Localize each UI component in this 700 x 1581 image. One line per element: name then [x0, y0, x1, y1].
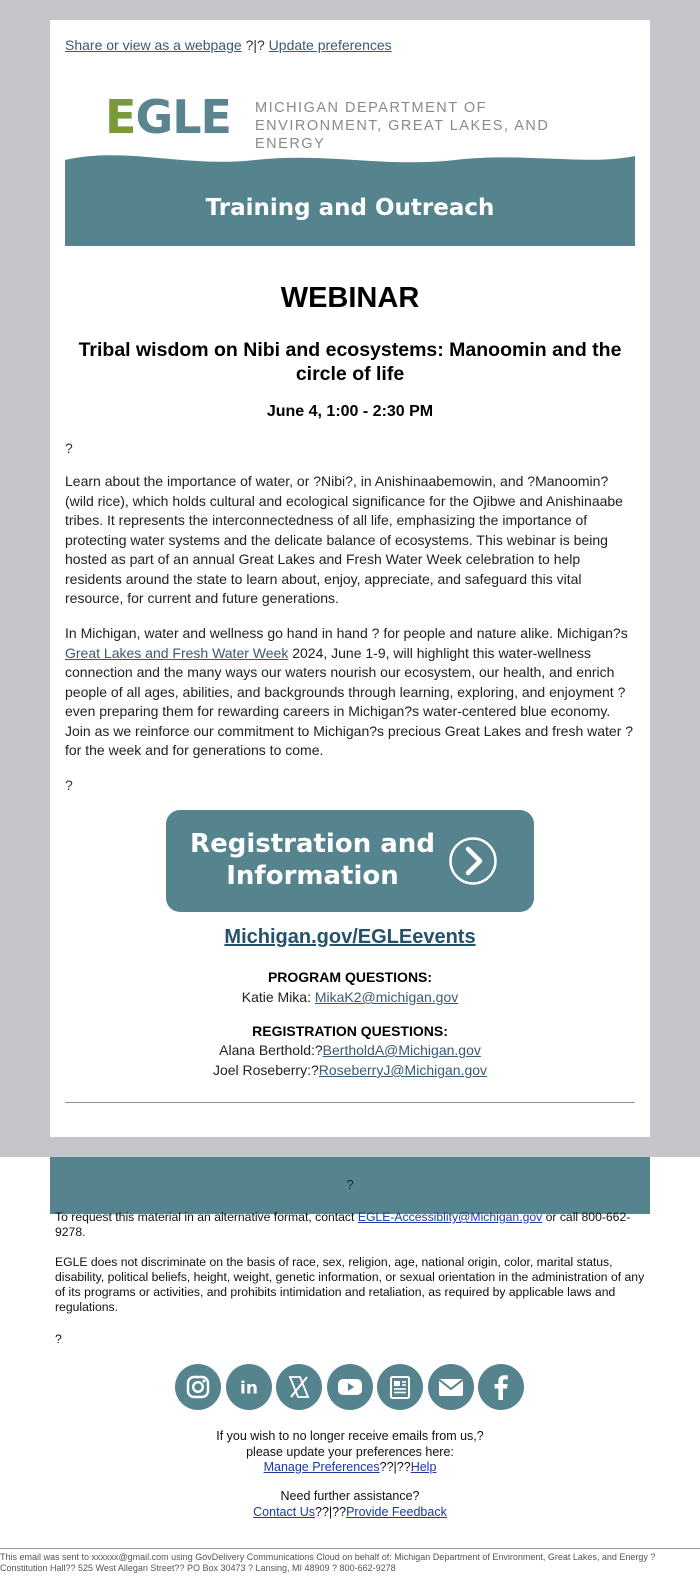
legal-spacer: ? [55, 1332, 62, 1346]
egle-logo-mark [105, 90, 231, 144]
email-icon[interactable] [428, 1364, 474, 1410]
delivery-footer-note: This email was sent to xxxxxx@gmail.com using GovDelivery Communications Cloud on behalf of: Michigan Department of Environment, Great Lakes, and Energy ? Constitution Hall?? 525 West Allegan Street?? PO Box 30473 ? Lansing, MI 48909 ? 800-662-9278 [0, 1552, 656, 1573]
banner-title: Training and Outreach [205, 195, 495, 221]
logo-mark-e: E [105, 90, 136, 144]
registration-contact-2-email[interactable]: RoseberryJ@Michigan.gov [318, 1062, 488, 1078]
registration-contact-2 [65, 1062, 635, 1078]
unsubscribe-notice [55, 1429, 645, 1476]
footer-band-text: ? [346, 1177, 354, 1192]
link-separator: ??|?? [379, 1460, 411, 1474]
social-links [175, 1364, 525, 1410]
para2-tail: 2024, June 1-9, will highlight this water-wellness connection and the many ways our waters nourish our ecosystem, our health, and enrich people of all ages, abilities, and backgrounds through learning, exploring, and enjoyment ? even preparing them for rewarding careers in Michigan?s water-centered blue economy. Join as we reinforce our commitment to Michigan?s precious Great Lakes and fresh water ? for the week and for generations to come. [65, 644, 634, 758]
preheader-separator: ?|? [245, 37, 265, 53]
email-card [50, 20, 650, 1137]
facebook-icon[interactable] [478, 1364, 524, 1410]
training-banner [65, 150, 635, 246]
manage-preferences-link[interactable]: Manage Preferences [263, 1460, 380, 1474]
unsubscribe-links [55, 1460, 645, 1476]
assistance-notice [55, 1489, 645, 1520]
footer-band [50, 1157, 650, 1214]
registration-contact-1-email[interactable]: BertholdA@Michigan.gov [322, 1042, 481, 1058]
svg-text:in: in [239, 1378, 258, 1399]
egle-events-link[interactable]: Michigan.gov/EGLEevents [224, 926, 476, 948]
unsubscribe-line-2: please update your preferences here: [246, 1444, 454, 1459]
youtube-icon[interactable] [327, 1364, 373, 1410]
assistance-links [55, 1505, 645, 1521]
accessibility-email-link[interactable]: EGLE-Accessiblity@Michigan.gov [357, 1210, 543, 1224]
alt-format-lead: To request this material in an alternative format, contact [55, 1210, 358, 1224]
program-questions-heading: PROGRAM QUESTIONS: [267, 969, 433, 985]
program-contact-email[interactable]: MikaK2@michigan.gov [314, 989, 459, 1005]
spacer-text: ? [65, 777, 73, 793]
registration-questions-heading: REGISTRATION QUESTIONS: [252, 1023, 448, 1039]
logo-line-2: ENVIRONMENT, GREAT LAKES, AND ENERGY [255, 118, 550, 152]
arrow-right-circle-icon [448, 836, 498, 886]
program-contact-name: Katie Mika: [241, 989, 315, 1005]
provide-feedback-link[interactable]: Provide Feedback [346, 1504, 447, 1519]
para2-lead: In Michigan, water and wellness go hand in hand ? for people and nature alike. Michigan?s [65, 625, 628, 641]
instagram-icon[interactable] [175, 1364, 221, 1410]
bottom-divider [0, 1548, 700, 1549]
egle-events-link-row [65, 926, 635, 949]
preheader [65, 37, 392, 53]
x-icon[interactable] [276, 1364, 322, 1410]
alt-format-notice [55, 1210, 645, 1240]
registration-button[interactable] [166, 810, 534, 912]
event-date: June 4, 1:00 - 2:30 PM [266, 403, 434, 420]
event-title: Tribal wisdom on Nibi and ecosystems: Manoomin and the circle of life [78, 339, 622, 385]
registration-contact-2-name: Joel Roseberry:? [212, 1062, 319, 1078]
linkedin-icon[interactable] [226, 1364, 272, 1410]
contact-us-link[interactable]: Contact Us [253, 1504, 315, 1519]
link-separator: ??|?? [315, 1504, 347, 1519]
program-contact [65, 989, 635, 1005]
fresh-water-week-link[interactable]: Great Lakes and Fresh Water Week [65, 644, 289, 661]
help-link[interactable]: Help [410, 1460, 437, 1474]
nondiscrimination-notice: EGLE does not discriminate on the basis of race, sex, religion, age, national origin, color, marital status, disability, political beliefs, height, weight, genetic information, or sexual orientation in the administration of any of its programs or activities, and prohibits intimidation and retaliation, as required by applicable laws and regulations. [55, 1255, 645, 1314]
update-preferences-link[interactable]: Update preferences [268, 37, 392, 53]
wellness-paragraph [65, 624, 635, 761]
card-divider [65, 1102, 635, 1103]
assistance-line: Need further assistance? [280, 1489, 420, 1503]
registration-contact-1 [65, 1042, 635, 1058]
spacer-text: ? [65, 440, 73, 456]
webinar-heading: WEBINAR [280, 282, 420, 314]
logo-department-name [255, 99, 605, 153]
news-icon[interactable] [377, 1364, 423, 1410]
registration-button-label: Registration and Information [190, 829, 435, 891]
egle-logo [105, 90, 605, 152]
logo-mark-rest: GLE [135, 90, 231, 144]
registration-contact-1-name: Alana Berthold:? [219, 1042, 323, 1058]
intro-paragraph: Learn about the importance of water, or ?Nibi?, in Anishinaabemowin, and ?Manoomin? (wild rice), which holds cultural and ecological significance for the Ojibwe and Anishinaabe tribes. It represents the interconnectedness of all life, emphasizing the importance of protecting water systems and the delicate balance of ecosystems. This webinar is being hosted as part of an annual Great Lakes and Fresh Water Week celebration to help residents around the state to learn about, enjoy, appreciate, and safeguard this vital resource, for current and future generations. [65, 473, 623, 606]
logo-line-1: MICHIGAN DEPARTMENT OF [255, 100, 487, 116]
alt-format-tail: or call 800-662-9278. [55, 1210, 631, 1239]
unsubscribe-line-1: If you wish to no longer receive emails from us,? [216, 1429, 484, 1443]
share-webpage-link[interactable]: Share or view as a webpage [65, 37, 242, 53]
